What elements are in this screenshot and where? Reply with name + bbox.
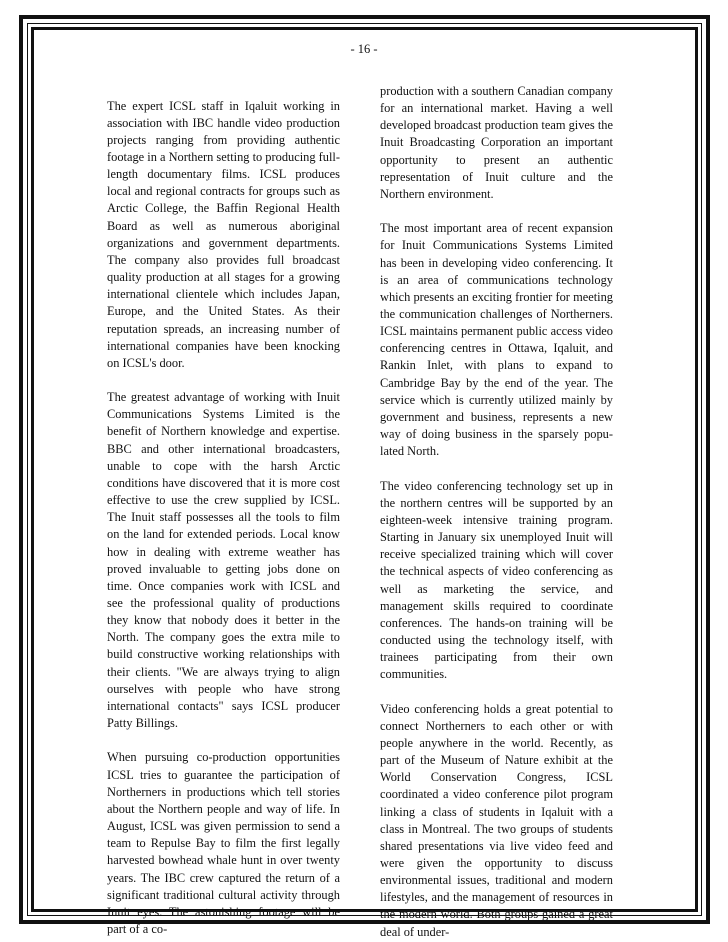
- paragraph-co-production: When pursuing co-production opportunities ICSL tries to guarantee the participation of Northerners in productions which tell stories about the Northern people and way of life. In August, ICSL was given permission to send a team to Repulse Bay to film the first legally harvested bowhead whale hunt in over twenty years. The IBC crew captured the return of a significant traditional cultural activity through Inuit eyes. The astonishing footage will be part of a co-: [107, 750, 340, 936]
- paragraph-video-conferencing-potential: Video conferencing holds a great potential to connect Northerners to each other or with people anywhere in the world. Recently, as part of the Museum of Nature exhibit at the World Conservation Congress, ICSL coordinated a video conference pilot program linking a class of students in Iqaluit with a class in Montreal. The two groups of students shared presentations via live video feed and were given the opportunity to discuss environmental issues, traditional and modern lifestyles, and the management of resources in the modern world. Both groups gained a great deal of under-: [380, 701, 613, 939]
- right-column: [380, 83, 613, 941]
- paragraph-training-program: The video conferencing technology set up in the northern centres will be supported by an eighteen-week intensive training program. Starting in January six unemployed Inuit will receive specialized training which will cover the technical aspects of video conferencing as well as marketing the service, and management skills required to coordinate conferences. The hands-on training will be conducted using the technology itself, with trainees participating from their own communities.: [380, 478, 613, 682]
- left-column: [107, 98, 340, 939]
- paragraph-expert-staff: The expert ICSL staff in Iqaluit working in association with IBC handle video production projects ranging from providing authentic footage in a Northern setting to producing full-length documentary films. ICSL produces local and regional contracts for groups such as Arctic College, the Baffin Regional Health Board as well as numerous aboriginal organizations and government departments. The company also provides full broadcast quality production at all stages for a growing international clientele which includes Japan, Europe, and the United States. As their reputation spreads, an increasing number of international companies have been knocking on ICSL's door.: [107, 98, 340, 370]
- page-number: - 16 -: [350, 42, 378, 56]
- paragraph-expansion: The most important area of recent expansion for Inuit Communications Systems Limited has been in developing video conferencing. It is an area of communications technology which presents an exciting frontier for meeting the communication challenges of Northerners. ICSL maintains permanent public access video conferencing centres in Ottawa, Iqaluit, and Rankin Inlet, with plans to expand to Cambridge Bay by the end of the year. The service which is currently utilized mainly by government and business, represents a new way of doing business in the sparsely populated North.: [380, 221, 613, 459]
- paragraph-greatest-advantage: The greatest advantage of working with Inuit Communications Systems Limited is the benefit of Northern knowledge and expertise. BBC and other international broadcasters, unable to cope with the harsh Arctic conditions have discovered that it is more cost effective to use the crew supplied by ICSL. The Inuit staff possesses all the tools to film on the land for extended periods. Local know how in dealing with extreme weather has proved invaluable to getting jobs done on time. Once companies work with ICSL and see the professional quality of productions they know that nobody does it better in the North. The company goes the extra mile to build constructive working relationships with their clients. "We are always trying to align ourselves with people who have strong international contacts" says ICSL producer Patty Billings.: [107, 390, 340, 731]
- paragraph-production-continued: production with a southern Canadian company for an international market. Having a well developed broadcast production team gives the Inuit Broadcasting Corporation an important opportunity to present an authentic representation of Inuit culture and the Northern environment.: [380, 84, 613, 201]
